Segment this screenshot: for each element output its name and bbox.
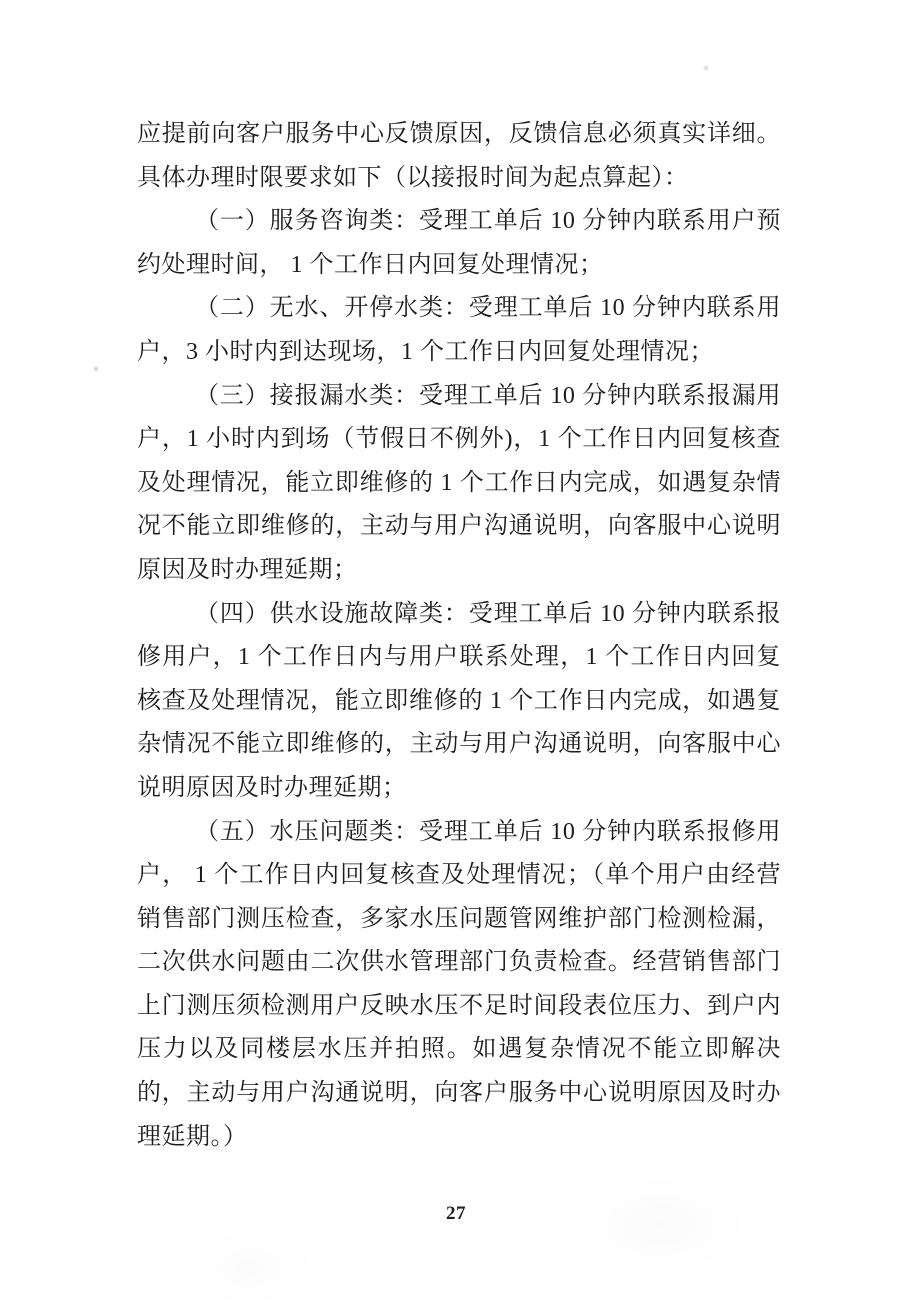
text-line: 的，主动与用户沟通说明，向客户服务中心说明原因及时办 — [137, 1080, 781, 1107]
document-body — [137, 113, 781, 1159]
page-number: 27 — [446, 1203, 466, 1224]
text-line: 户，3 小时内到达现场，1 个工作日内回复处理情况； — [137, 338, 714, 365]
text-line: 说明原因及时办理延期； — [137, 774, 407, 801]
text-line: 约处理时间， 1 个工作日内回复处理情况； — [137, 251, 604, 278]
text-line: 上门测压须检测用户反映水压不足时间段表位压力、到户内 — [137, 992, 781, 1019]
text-line: 原因及时办理延期； — [137, 556, 358, 583]
text-line: 核查及处理情况，能立即维修的 1 个工作日内完成，如遇复 — [137, 687, 781, 714]
text-line: （一）服务咨询类：受理工单后 10 分钟内联系用户预 — [195, 208, 781, 235]
text-line: 理延期。） — [137, 1123, 248, 1150]
text-line: 具体办理时限要求如下（以接报时间为起点算起）： — [137, 164, 689, 191]
text-line: （四）供水设施故障类：受理工单后 10 分钟内联系报 — [195, 600, 781, 627]
text-line: 销售部门测压检查，多家水压问题管网维护部门检测检漏， — [137, 905, 781, 932]
text-line: （五）水压问题类：受理工单后 10 分钟内联系报修用 — [195, 818, 781, 845]
text-line: 户，1 小时内到场（节假日不例外)，1 个工作日内回复核查 — [137, 426, 781, 453]
text-line: 应提前向客户服务中心反馈原因，反馈信息必须真实详细。 — [137, 121, 781, 147]
text-line: 修用户，1 个工作日内与用户联系处理，1 个工作日内回复 — [137, 644, 781, 671]
text-line: 二次供水问题由二次供水管理部门负责检查。经营销售部门 — [137, 949, 781, 976]
text-line: 况不能立即维修的，主动与用户沟通说明，向客服中心说明 — [137, 513, 781, 540]
text-line: （二）无水、开停水类：受理工单后 10 分钟内联系用 — [195, 295, 781, 322]
text-line: 压力以及同楼层水压并拍照。如遇复杂情况不能立即解决 — [137, 1036, 781, 1063]
text-line: 杂情况不能立即维修的，主动与用户沟通说明，向客服中心 — [137, 731, 781, 758]
text-line: 及处理情况，能立即维修的 1 个工作日内完成，如遇复杂情 — [137, 469, 781, 496]
text-line: （三）接报漏水类：受理工单后 10 分钟内联系报漏用 — [195, 382, 781, 409]
text-line: 户， 1 个工作日内回复核查及处理情况；（单个用户由经营 — [137, 862, 781, 889]
